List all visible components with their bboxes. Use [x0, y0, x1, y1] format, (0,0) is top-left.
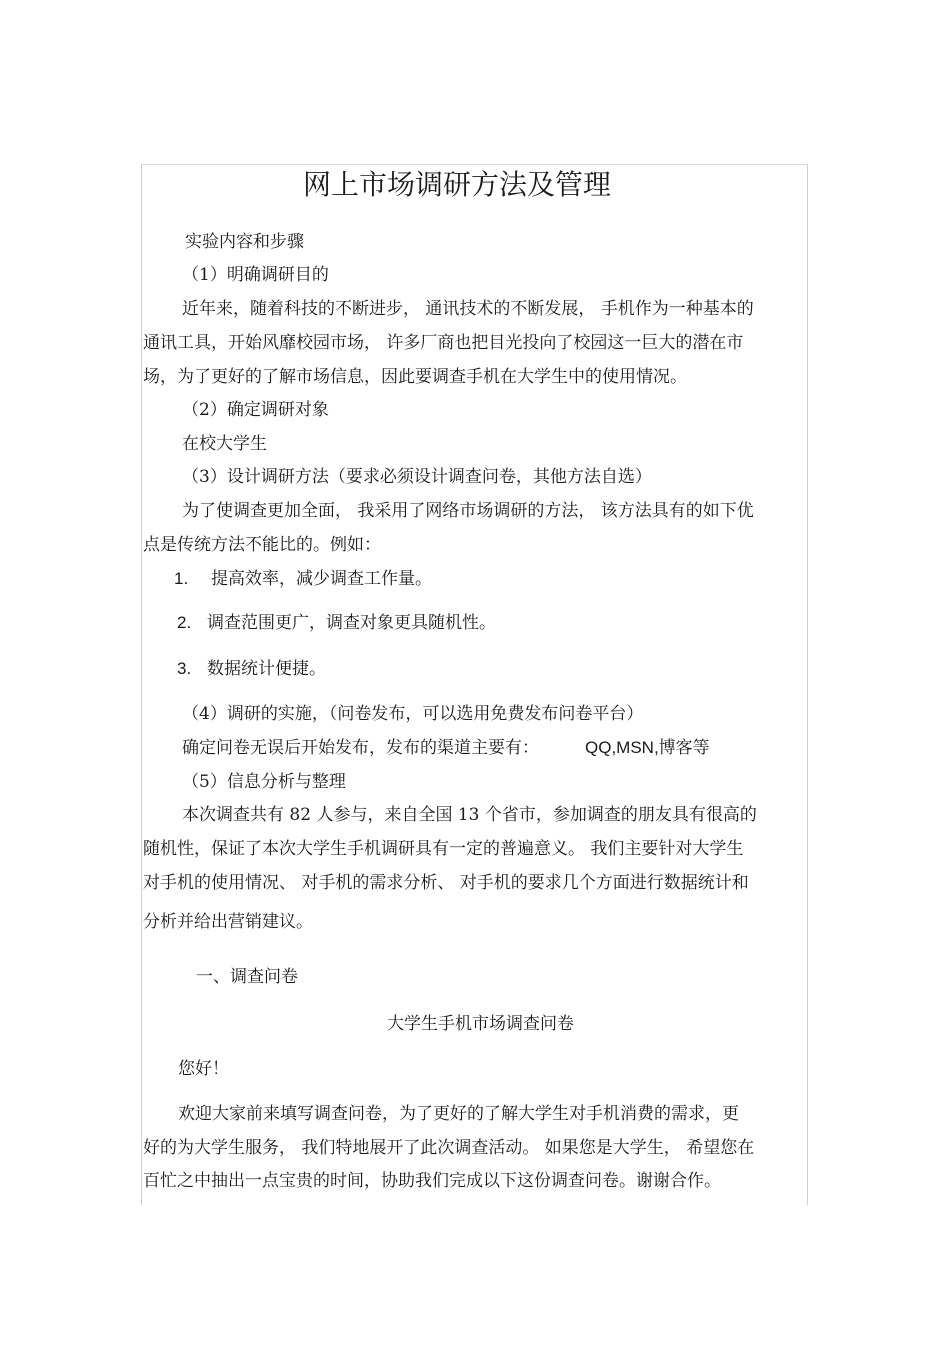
list-item-text: 提高效率，减少调查工作量。 [211, 569, 432, 589]
paragraph-analysis-line: 本次调查共有 82 人参与，来自全国 13 个省市，参加调查的朋友具有很高的 [182, 805, 757, 825]
paragraph-analysis-line: 随机性，保证了本次大学生手机调研具有一定的普遍意义。 我们主要针对大学生 [143, 839, 744, 859]
list-item-text: 调查范围更广，调查对象更具随机性。 [207, 613, 496, 633]
welcome-paragraph-line: 百忙之中抽出一点宝贵的时间，协助我们完成以下这份调查问卷。谢谢合作。 [143, 1171, 721, 1191]
step-1-heading: （1）明确调研目的 [182, 265, 329, 285]
paragraph-purpose-line: 通讯工具，开始风靡校园市场， 许多厂商也把目光投向了校园这一巨大的潜在市 [143, 333, 744, 353]
paragraph-method-line: 点是传统方法不能比的。例如： [143, 535, 381, 555]
greeting: 您好！ [178, 1059, 229, 1079]
step-3-heading: （3）设计调研方法（要求必须设计调查问卷，其他方法自选） [182, 467, 652, 487]
step-2-heading: （2）确定调研对象 [182, 400, 329, 420]
section-intro: 实验内容和步骤 [185, 232, 304, 252]
questionnaire-title: 大学生手机市场调查问卷 [387, 1014, 574, 1034]
page-frame [141, 164, 808, 1205]
research-target: 在校大学生 [182, 434, 267, 454]
step-5-heading: （5）信息分析与整理 [182, 772, 346, 792]
paragraph-analysis-line: 分析并给出营销建议。 [143, 912, 313, 932]
welcome-paragraph-line: 欢迎大家前来填写调查问卷，为了更好的了解大学生对手机消费的需求，更 [178, 1104, 739, 1124]
part-heading: 一、调查问卷 [196, 967, 298, 987]
publish-channels: QQ,MSN,博客等 [585, 738, 710, 757]
document-title: 网上市场调研方法及管理 [303, 168, 612, 201]
publish-text: 确定问卷无误后开始发布，发布的渠道主要有： [182, 738, 539, 758]
list-item-number: 2. [177, 613, 192, 632]
welcome-paragraph-line: 好的为大学生服务， 我们特地展开了此次调查活动。 如果您是大学生， 希望您在 [143, 1138, 755, 1158]
step-4-heading: （4）调研的实施，（问卷发布，可以选用免费发布问卷平台） [182, 704, 644, 724]
paragraph-analysis-line: 对手机的使用情况、 对手机的需求分析、 对手机的要求几个方面进行数据统计和 [143, 873, 749, 893]
list-item-number: 3. [177, 659, 192, 678]
list-item-number: 1. [174, 569, 189, 588]
paragraph-purpose-line: 近年来，随着科技的不断进步， 通讯技术的不断发展， 手机作为一种基本的 [182, 299, 754, 319]
list-item-text: 数据统计便捷。 [207, 659, 326, 679]
paragraph-purpose-line: 场，为了更好的了解市场信息，因此要调查手机在大学生中的使用情况。 [143, 367, 687, 387]
paragraph-method-line: 为了使调查更加全面， 我采用了网络市场调研的方法， 该方法具有的如下优 [182, 501, 754, 521]
